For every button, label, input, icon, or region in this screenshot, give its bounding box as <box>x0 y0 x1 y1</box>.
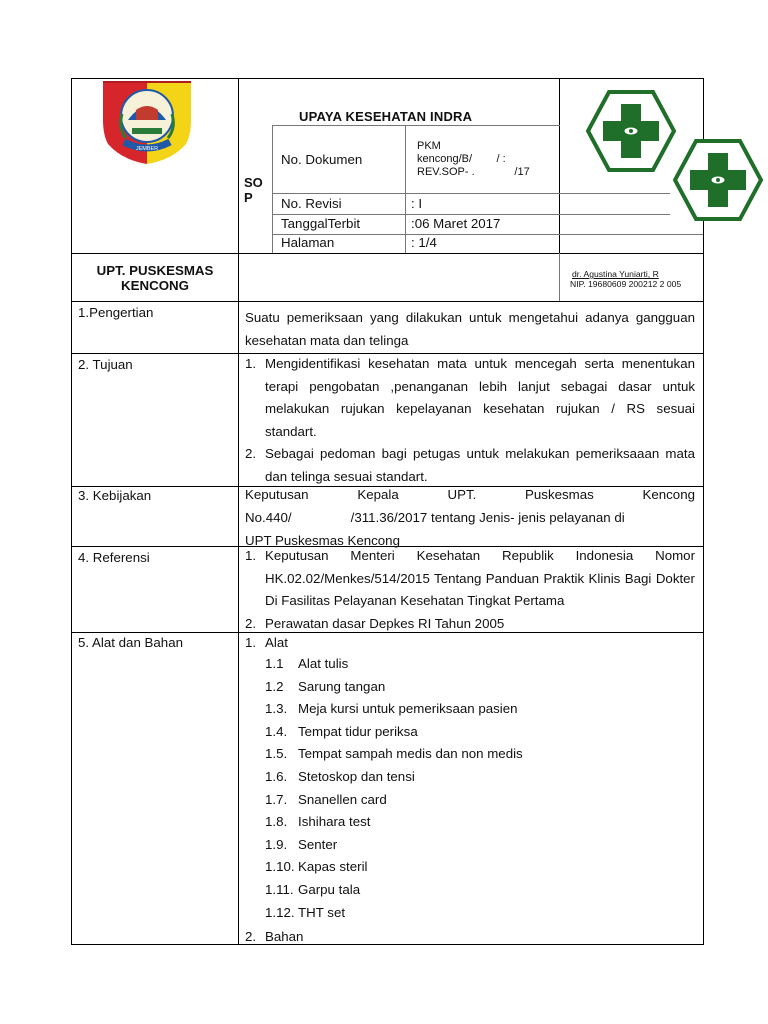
logo-column-divider <box>559 78 560 253</box>
list-item-text: THT set <box>298 904 346 920</box>
field-value-halaman: : 1/4 <box>411 235 437 250</box>
list-item-text: Garpu tala <box>298 881 361 897</box>
organization-name: UPT. PUSKESMAS KENCONG <box>96 263 214 293</box>
list-item-text: Sarung tangan <box>298 678 386 694</box>
list-item <box>265 721 685 744</box>
list-item: 1. Mengidentifikasi kesehatan mata untuk mencegah serta menentukan terapi pengobatan ,penanganan lebih lanjut sebagai dasar untuk melakukan rujukan kepelayanan kesehatan rujukan / RS sesuai standart. <box>245 356 695 439</box>
list-item <box>265 811 685 834</box>
field-value-tanggal-terbit: :06 Maret 2017 <box>411 216 501 231</box>
list-item-text: Stetoskop dan tensi <box>298 768 415 784</box>
field-line-1 <box>272 193 670 194</box>
field-value-no-dokumen: PKM kencong/B/ / : REV.SOP- . /17 <box>417 140 530 178</box>
list-item-number: 1.5. <box>265 746 288 762</box>
label-column-divider <box>238 78 239 945</box>
list-item-number: 1.4. <box>265 723 288 739</box>
list-item: 2. Sebagai pedoman bagi petugas untuk melakukan pemeriksaaan mata dan telinga sesuai standart. <box>245 446 695 484</box>
list-item-text: Sebagai pedoman bagi petugas untuk melakukan pemeriksaaan mata dan telinga sesuai standart. <box>265 446 695 484</box>
section-label-referensi: 4. Referensi <box>78 550 150 565</box>
section-label-kebijakan: 3. Kebijakan <box>78 488 152 503</box>
alat-heading-number: 1. <box>245 635 257 650</box>
list-item <box>265 766 685 789</box>
bahan-heading-number: 2. <box>245 929 257 944</box>
sop-label: SO P <box>244 175 263 205</box>
list-item-text: Perawatan dasar Depkes RI Tahun 2005 <box>265 615 505 631</box>
list-item <box>265 834 685 857</box>
list-item: 1. Keputusan Menteri Kesehatan Republik Indonesia Nomor HK.02.02/Menkes/514/2015 Tentang Panduan Praktik Klinis Bagi Dokter Di Fasilitas Pelayanan Kesehatan Tingkat Pertama <box>245 548 695 609</box>
field-label-halaman: Halaman <box>281 235 335 250</box>
puskesmas-logo-icon <box>586 90 676 172</box>
list-item-text: Senter <box>298 836 338 852</box>
list-item <box>265 743 685 766</box>
kebijakan-line-2: No.440/ /311.36/2017 tentang Jenis- jenis pelayanan di <box>245 510 625 525</box>
field-line-3 <box>272 234 703 235</box>
field-value-no-revisi: : I <box>411 196 423 211</box>
field-label-no-revisi: No. Revisi <box>281 196 342 211</box>
list-item <box>265 653 685 676</box>
jember-logo-icon <box>100 80 194 166</box>
list-item-text: Mengidentifikasi kesehatan mata untuk mencegah serta menentukan terapi pengobatan ,penanganan lebih lanjut sebagai dasar untuk melakukan rujukan kepelayanan kesehatan rujukan / RS sesuai standart. <box>265 356 695 439</box>
tujuan-list <box>245 353 695 489</box>
list-item-number: 1.8. <box>265 814 288 830</box>
list-item-number: 1.2 <box>265 678 284 694</box>
kebijakan-line-1: Keputusan Kepala UPT. Puskesmas Kencong <box>245 487 695 502</box>
logo-text: JEMBER <box>135 146 159 152</box>
list-item-text: Meja kursi untuk pemeriksaan pasien <box>298 701 518 717</box>
signature-divider <box>559 253 560 301</box>
section-label-pengertian: 1.Pengertian <box>78 305 154 320</box>
table-left-border <box>71 78 72 945</box>
list-item-text: Kapas steril <box>298 859 368 875</box>
list-item: 2. Perawatan dasar Depkes RI Tahun 2005 <box>245 615 505 631</box>
kebijakan-line-3: UPT Puskesmas Kencong <box>245 533 400 548</box>
list-item-text: Keputusan Menteri Kesehatan Republik Indonesia Nomor HK.02.02/Menkes/514/2015 Tentang Panduan Praktik Klinis Bagi Dokter Di Fasilitas Pelayanan Kesehatan Tingkat Pertama <box>265 548 695 609</box>
list-item-text: Tempat sampah medis dan non medis <box>298 746 523 762</box>
referensi-list <box>245 545 695 635</box>
table-bottom-border <box>71 944 704 945</box>
field-line-2 <box>272 214 670 215</box>
field-label-tanggal-terbit: TanggalTerbit <box>281 216 361 231</box>
list-item-number: 1.10. <box>265 859 295 875</box>
document-title: UPAYA KESEHATAN INDRA <box>299 109 473 124</box>
title-divider <box>272 125 560 126</box>
list-item-text: Snanellen card <box>298 791 387 807</box>
alat-list <box>265 653 685 924</box>
list-item <box>265 902 685 925</box>
signatory-nip: NIP. 19680609 200212 2 005 <box>570 279 682 289</box>
list-item-text: Tempat tidur periksa <box>298 723 418 739</box>
list-item-number: 1.6. <box>265 768 288 784</box>
list-item <box>265 698 685 721</box>
section-label-tujuan: 2. Tujuan <box>78 357 133 372</box>
list-item <box>265 856 685 879</box>
list-item <box>265 789 685 812</box>
section-label-alat-bahan: 5. Alat dan Bahan <box>78 635 183 650</box>
list-item <box>265 676 685 699</box>
puskesmas-logo-icon <box>673 139 763 221</box>
org-row-bottom-line <box>71 301 704 302</box>
list-item-number: 1.1 <box>265 656 284 671</box>
list-item-number: 1.7. <box>265 791 288 807</box>
pengertian-text: Suatu pemeriksaan yang dilakukan untuk mengetahui adanya gangguan kesehatan mata dan telinga <box>245 310 695 348</box>
list-item-number: 1.11. <box>265 881 294 897</box>
table-top-border <box>71 78 704 79</box>
signatory-name: dr. Agustina Yuniarti, R <box>572 269 659 279</box>
list-item-text: Alat tulis <box>298 656 349 671</box>
field-label-no-dokumen: No. Dokumen <box>281 152 363 167</box>
list-item-number: 1.3. <box>265 701 288 717</box>
list-item-number: 1.9. <box>265 836 288 852</box>
list-item-text: Ishihara test <box>298 814 371 830</box>
list-item <box>265 879 685 902</box>
alat-heading: Alat <box>265 635 288 650</box>
header-bottom-line <box>71 253 704 254</box>
list-item-number: 1.12. <box>265 904 295 920</box>
bahan-heading: Bahan <box>265 929 304 944</box>
